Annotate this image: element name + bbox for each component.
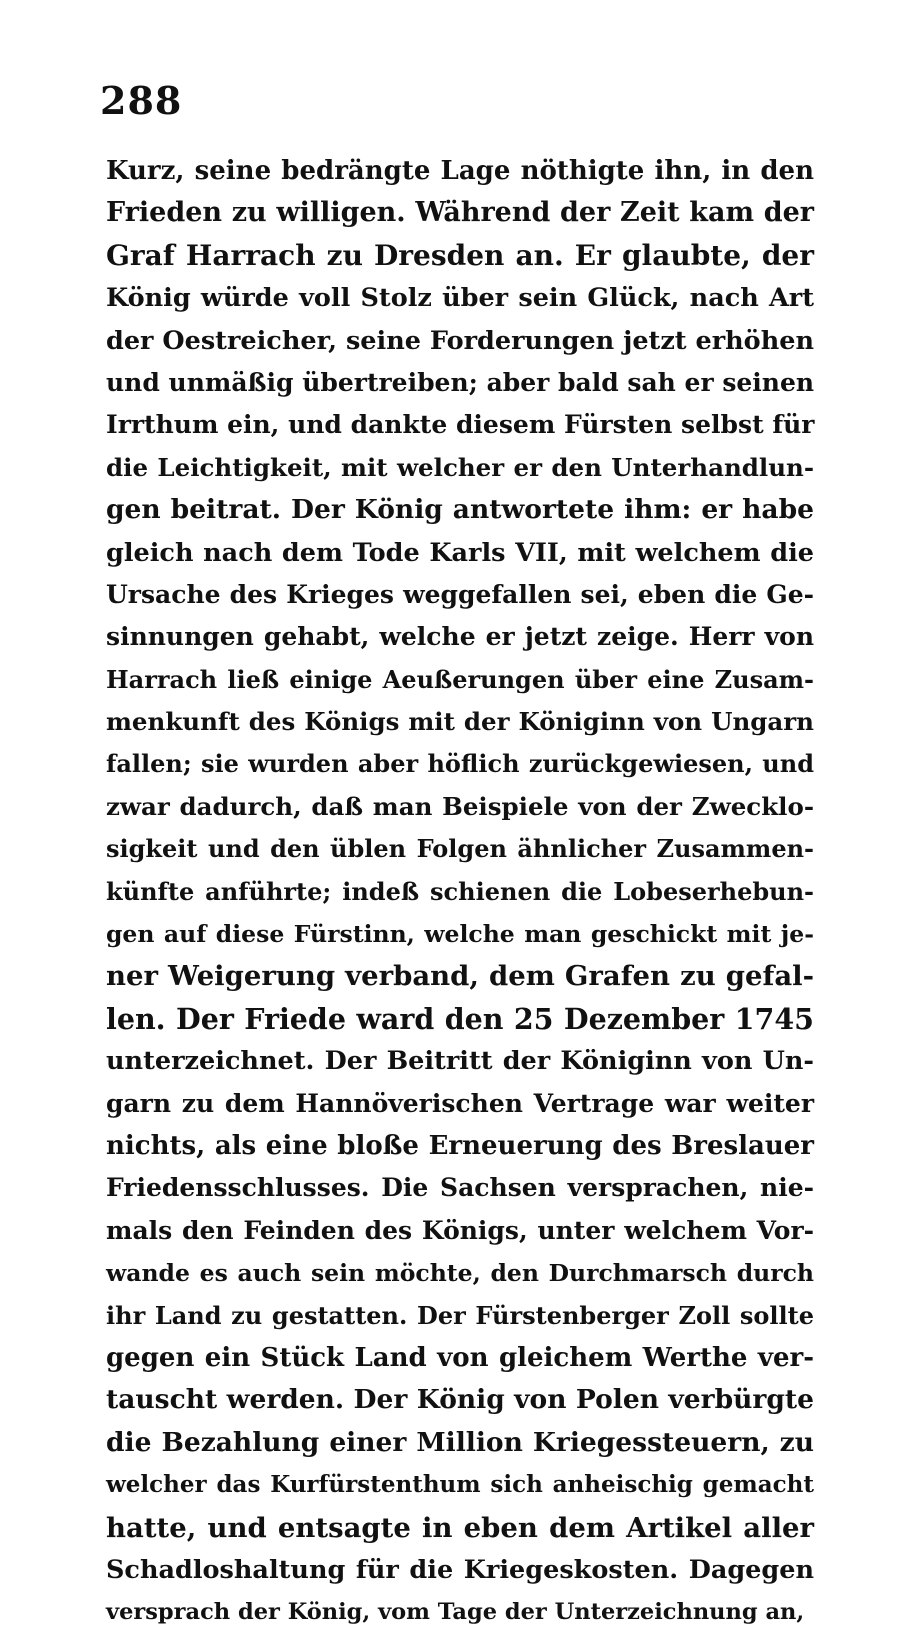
- text-line: Ursache des Krieges weggefallen sei, eben die Ge-: [106, 579, 814, 609]
- text-line: Frieden zu willigen. Während der Zeit kam der: [106, 197, 814, 229]
- body-text: [106, 150, 814, 1634]
- text-line: fallen; sie wurden aber höflich zurückgewiesen, und: [106, 749, 814, 779]
- text-line: gegen ein Stück Land von gleichem Werthe ver-: [106, 1342, 814, 1373]
- text-line: der Oestreicher, seine Forderungen jetzt erhöhen: [106, 325, 814, 356]
- text-line: gleich nach dem Tode Karls VII, mit welchem die: [106, 537, 814, 568]
- text-line: Irrthum ein, und dankte diesem Fürsten selbst für: [106, 410, 815, 440]
- text-line: Harrach ließ einige Aeußerungen über eine Zusam-: [106, 664, 814, 694]
- text-line: zwar dadurch, daß man Beispiele von der Zwecklo-: [106, 791, 814, 821]
- text-line: sigkeit und den üblen Folgen ähnlicher Zusammen-: [106, 834, 814, 864]
- text-line: ner Weigerung verband, dem Grafen zu gefal-: [106, 960, 814, 993]
- page-number: 288: [100, 78, 183, 123]
- text-line: menkunft des Königs mit der Königinn von Ungarn: [106, 707, 814, 737]
- text-line: künfte anführte; indeß schienen die Lobeserhebun-: [106, 876, 814, 906]
- text-line: len. Der Friede ward den 25 Dezember 1745: [106, 1001, 814, 1036]
- text-line: wande es auch sein möchte, den Durchmarsch durch: [106, 1259, 814, 1288]
- text-line: Schadloshaltung für die Kriegeskosten. Dagegen: [106, 1554, 814, 1585]
- text-line: und unmäßig übertreiben; aber bald sah er seinen: [106, 367, 815, 397]
- text-line: gen beitrat. Der König antwortete ihm: er habe: [106, 494, 814, 526]
- text-line: ihr Land zu gestatten. Der Fürstenberger Zoll sollte: [106, 1300, 814, 1330]
- text-line: nichts, als eine bloße Erneuerung des Breslauer: [106, 1130, 814, 1161]
- text-line: sinnungen gehabt, welche er jetzt zeige. Herr von: [106, 622, 814, 652]
- text-line: Graf Harrach zu Dresden an. Er glaubte, der: [106, 238, 814, 272]
- text-line: garn zu dem Hannöverischen Vertrage war weiter: [106, 1088, 814, 1118]
- text-line: mals den Feinden des Königs, unter welchem Vor-: [106, 1215, 814, 1245]
- text-line: Kurz, seine bedrängte Lage nöthigte ihn, in den: [106, 156, 814, 186]
- text-line: die Bezahlung einer Million Kriegessteuern, zu: [106, 1426, 814, 1458]
- text-line: die Leichtigkeit, mit welcher er den Unterhandlun-: [106, 452, 814, 482]
- text-line: Friedensschlusses. Die Sachsen versprachen, nie-: [106, 1173, 814, 1203]
- text-line: welcher das Kurfürstenthum sich anheischig gemacht: [106, 1471, 814, 1499]
- text-line: tauscht werden. Der König von Polen verbürgte: [106, 1384, 814, 1416]
- text-line: versprach der König, vom Tage der Unterzeichnung an,: [106, 1599, 805, 1626]
- text-line: unterzeichnet. Der Beitritt der Königinn von Un-: [106, 1046, 814, 1077]
- text-line: hatte, und entsagte in eben dem Artikel aller: [106, 1511, 814, 1544]
- text-line: König würde voll Stolz über sein Glück, nach Art: [106, 283, 814, 314]
- text-line: gen auf diese Fürstinn, welche man geschickt mit je-: [106, 920, 814, 949]
